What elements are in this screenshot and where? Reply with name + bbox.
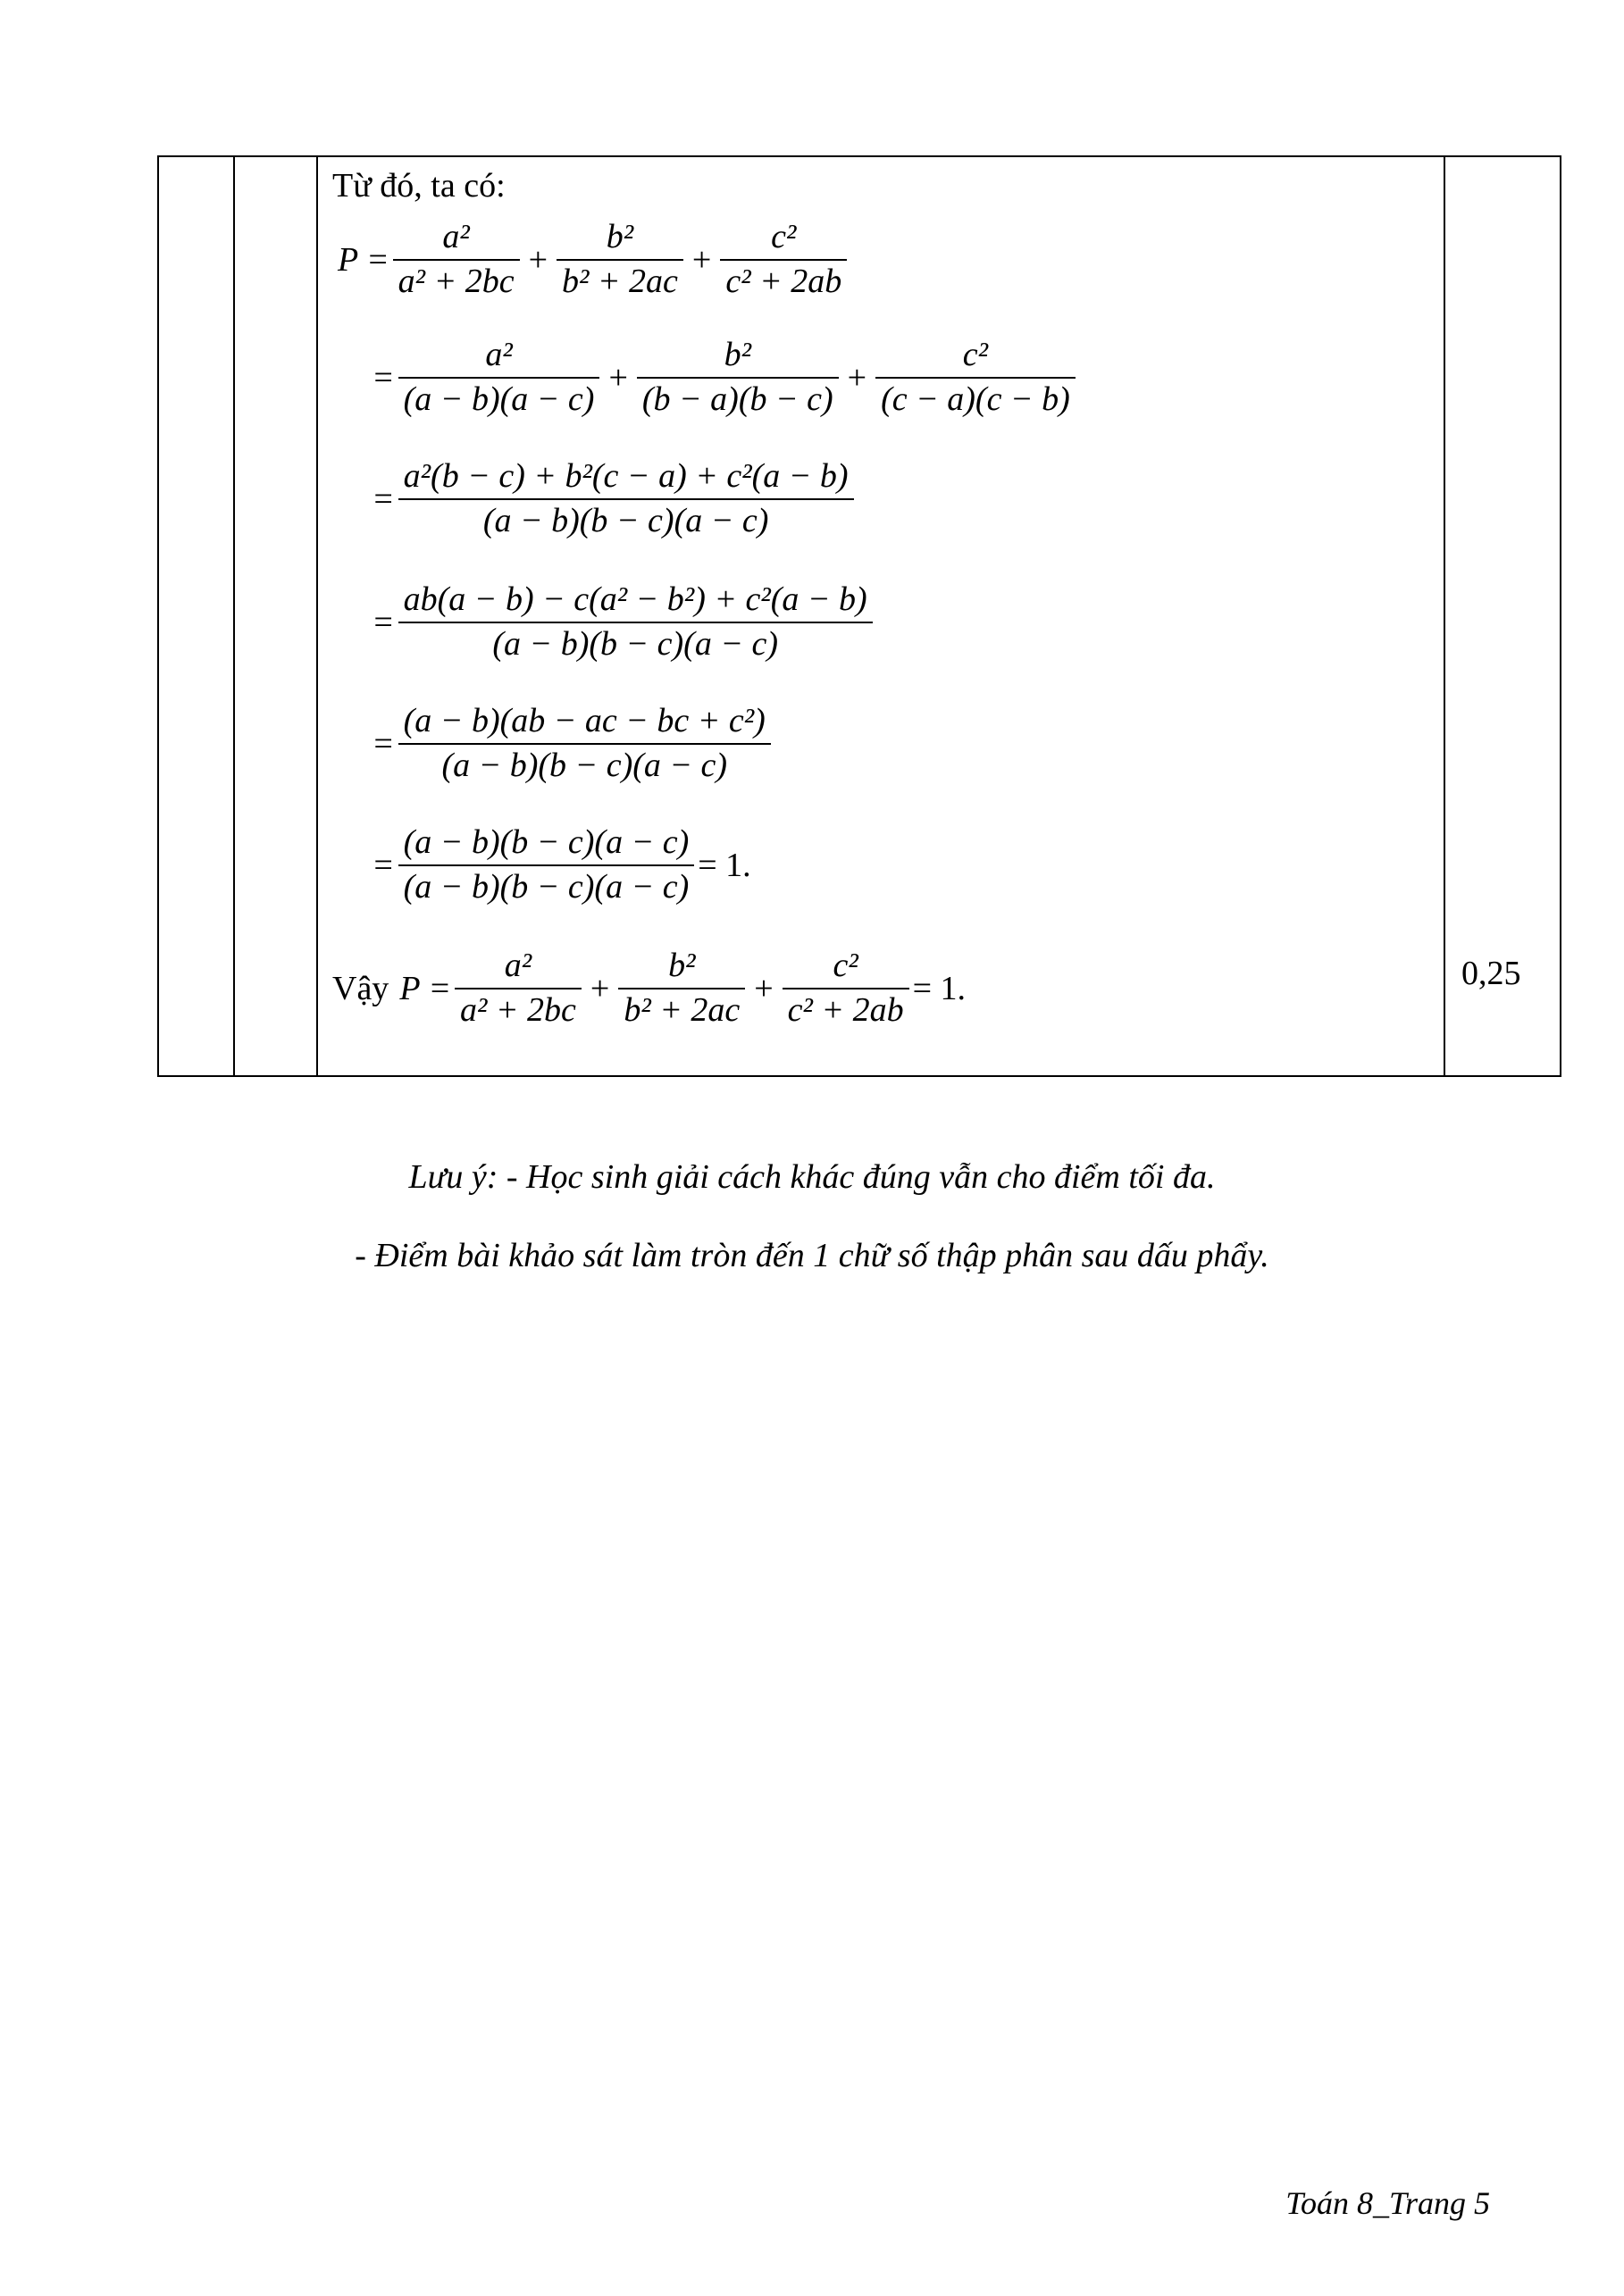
fraction-factored: $\frac{\text{(a − b)(ab − ac − bc + c²)}}{(a - b)(b - c)(a - c)}$ xyxy=(398,700,771,787)
fraction-c: $\frac{\text{c²}}{\text{c² + 2ab}}$ xyxy=(720,216,847,303)
equation-line-5: = $\frac{\text{(a − b)(ab − ac − bc + c²)}}{(a - b)(b - c)(a - c)}$ xyxy=(372,700,774,787)
question-number-cell xyxy=(158,156,234,1076)
score-value: 0,25 xyxy=(1461,955,1521,992)
fraction-b: $\frac{\text{b²}}{\text{b² + 2ac}}$ xyxy=(618,945,745,1031)
result-one: = 1. xyxy=(912,969,967,1007)
conclusion-prefix: Vậy xyxy=(332,969,389,1007)
result-one: = 1. xyxy=(698,846,751,884)
fraction-b: $\frac{\text{b²}}{(b - a)(b - c)}$ xyxy=(637,334,839,421)
fraction-a: $\frac{\text{a²}}{(a - b)(a - c)}$ xyxy=(398,334,600,421)
fraction-a: $\frac{\text{a²}}{\text{a² + 2bc}}$ xyxy=(455,945,582,1031)
fraction-c: $\frac{\text{c²}}{\text{c² + 2ab}}$ xyxy=(783,945,909,1031)
solution-content-cell xyxy=(317,156,1444,1076)
solution-table xyxy=(157,155,1561,1077)
equation-line-2: = $\frac{\text{a²}}{(a - b)(a - c)}$ + $\frac{\text{b²}}{(b - a)(b - c)}$ + $\frac{\text{c²}}{(c - a)(c - b)}$ xyxy=(372,334,1079,421)
fraction-simplified: $\frac{(a - b)(b - c)(a - c)}{(a - b)(b - c)(a - c)}$ xyxy=(398,822,695,908)
sub-question-cell xyxy=(234,156,317,1076)
note-line-1: Lưu ý: - Học sinh giải cách khác đúng vẫn cho điểm tối đa. xyxy=(408,1158,1216,1196)
fraction-c: $\frac{\text{c²}}{(c - a)(c - b)}$ xyxy=(875,334,1076,421)
fraction-expanded: $\frac{\text{ab(a − b) − c(a² − b²) + c²(a − b)}}{(a - b)(b - c)(a - c)}$ xyxy=(398,579,873,665)
fraction-a: $\frac{\text{a²}}{\text{a² + 2bc}}$ xyxy=(393,216,520,303)
equation-line-1: P = $\frac{\text{a²}}{\text{a² + 2bc}}$ + $\frac{\text{b²}}{\text{b² + 2ac}}$ + $\frac{\text{c²}}{\text{c² + 2ab}}$ xyxy=(338,216,850,303)
note-line-2: - Điểm bài khảo sát làm tròn đến 1 chữ số thập phân sau dấu phẩy. xyxy=(355,1237,1269,1274)
fraction-combined: $\frac{\text{a²(b − c) + b²(c − a) + c²(a − b)}}{(a - b)(b - c)(a - c)}$ xyxy=(398,455,854,542)
conclusion-line: Vậy P = $\frac{\text{a²}}{\text{a² + 2bc}}$ + $\frac{\text{b²}}{\text{b² + 2ac}}$ + $\frac{\text{c²}}{\text{c² + 2ab}}$ = 1. xyxy=(332,945,966,1031)
equation-line-4: = $\frac{\text{ab(a − b) − c(a² − b²) + c²(a − b)}}{(a - b)(b - c)(a - c)}$ xyxy=(372,579,876,665)
equation-line-6: = $\frac{(a - b)(b - c)(a - c)}{(a - b)(b - c)(a - c)}$ = 1. xyxy=(372,822,751,908)
intro-text: Từ đó, ta có: xyxy=(332,167,506,205)
page-footer: Toán 8_Trang 5 xyxy=(1285,2185,1490,2221)
lhs-p: P = xyxy=(338,240,389,279)
score-cell xyxy=(1444,156,1561,1076)
equation-line-3: = $\frac{\text{a²(b − c) + b²(c − a) + c²(a − b)}}{(a - b)(b - c)(a - c)}$ xyxy=(372,455,858,542)
fraction-b: $\frac{\text{b²}}{\text{b² + 2ac}}$ xyxy=(557,216,683,303)
lhs-p: P = xyxy=(399,969,451,1007)
